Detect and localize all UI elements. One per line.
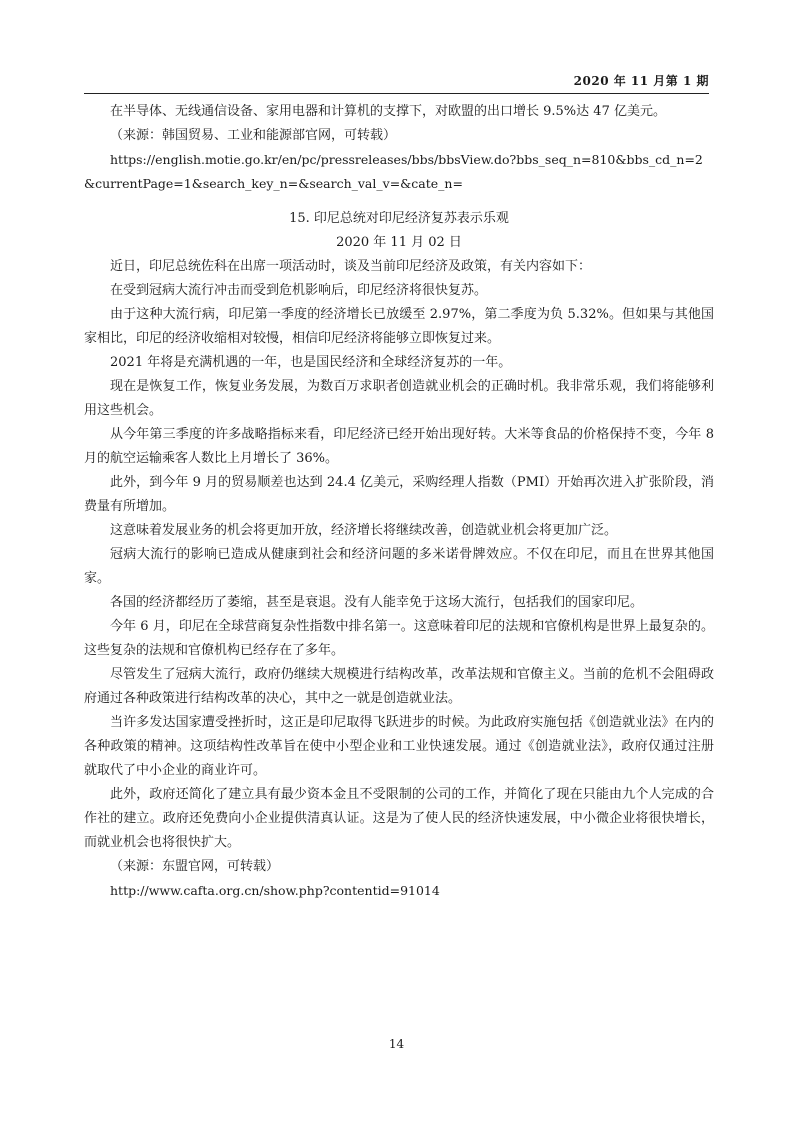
article-paragraph: 此外，到今年 9 月的贸易顺差也达到 24.4 亿美元，采购经理人指数（PMI）开始再次进入扩张阶段，消费量有所增加。 [84,475,714,514]
article-date: 2020 年 11 月 02 日 [336,235,462,250]
continued-source-url-line1[interactable]: https://english.motie.go.kr/en/pc/pressreleases/bbs/bbsView.do?bbs_seq_n=810&bbs_cd_n=2 [110,152,703,167]
article-title: 15. 印尼总统对印尼经济复苏表示乐观 [289,211,509,226]
continued-source-url-line2[interactable]: &currentPage=1&search_key_n=&search_val_v=&cate_n= [84,176,463,191]
article-paragraph: 尽管发生了冠病大流行，政府仍继续大规模进行结构改革，改革法规和官僚主义。当前的危机不会阻碍政府通过各种政策进行结构改革的决心，其中之一就是创造就业法。 [84,667,714,706]
article-paragraph: 这意味着发展业务的机会将更加开放，经济增长将继续改善，创造就业机会将更加广泛。 [110,523,618,538]
article-paragraph: 当许多发达国家遭受挫折时，这正是印尼取得飞跃进步的时候。为此政府实施包括《创造就业法》在内的各种政策的精神。这项结构性改革旨在使中小型企业和工业快速发展。通过《创造就业法》，政府仅通过注册就取代了中小企业的商业许可。 [84,715,714,778]
article-paragraph: 此外，政府还简化了建立具有最少资本金且不受限制的公司的工作，并简化了现在只能由九个人完成的合作社的建立。政府还免费向小企业提供清真认证。这是为了使人民的经济快速发展，中小微企业将很快增长，而就业机会也将很快扩大。 [84,787,714,850]
article-paragraph: 近日，印尼总统佐科在出席一项活动时，谈及当前印尼经济及政策，有关内容如下： [110,259,592,274]
article-source-url[interactable]: http://www.cafta.org.cn/show.php?contentid=91014 [110,883,440,898]
article-paragraph: 各国的经济都经历了萎缩，甚至是衰退。没有人能幸免于这场大流行，包括我们的国家印尼。 [110,595,644,610]
issue-header: 2020 年 11 月第 1 期 [573,74,709,88]
article-paragraph: 从今年第三季度的许多战略指标来看，印尼经济已经开始出现好转。大米等食品的价格保持不变，今年 8 月的航空运输乘客人数比上月增长了 36%。 [84,427,714,466]
article-paragraph: 今年 6 月，印尼在全球营商复杂性指数中排名第一。这意味着印尼的法规和官僚机构是世界上最复杂的。这些复杂的法规和官僚机构已经存在了多年。 [84,619,714,658]
article-source-note: （来源：东盟官网，可转载） [110,859,280,874]
article-paragraph: 由于这种大流行病，印尼第一季度的经济增长已放缓至 2.97%，第二季度为负 5.32%。但如果与其他国家相比，印尼的经济收缩相对较慢，相信印尼经济将能够立即恢复过来。 [84,307,714,346]
continued-paragraph: 在半导体、无线通信设备、家用电器和计算机的支撑下，对欧盟的出口增长 9.5%达 47 亿美元。 [110,104,666,119]
article-paragraph: 2021 年将是充满机遇的一年，也是国民经济和全球经济复苏的一年。 [110,355,512,370]
header-divider [84,93,709,94]
continued-source-note: （来源：韩国贸易、工业和能源部官网，可转载） [110,128,397,143]
page-number: 14 [388,1037,405,1051]
document-body [84,100,714,903]
article-paragraph: 现在是恢复工作，恢复业务发展，为数百万求职者创造就业机会的正确时机。我非常乐观，我们将能够利用这些机会。 [84,379,714,418]
article-paragraph: 在受到冠病大流行冲击而受到危机影响后，印尼经济将很快复苏。 [110,283,488,298]
article-paragraph: 冠病大流行的影响已造成从健康到社会和经济问题的多米诺骨牌效应。不仅在印尼，而且在世界其他国家。 [84,547,714,586]
